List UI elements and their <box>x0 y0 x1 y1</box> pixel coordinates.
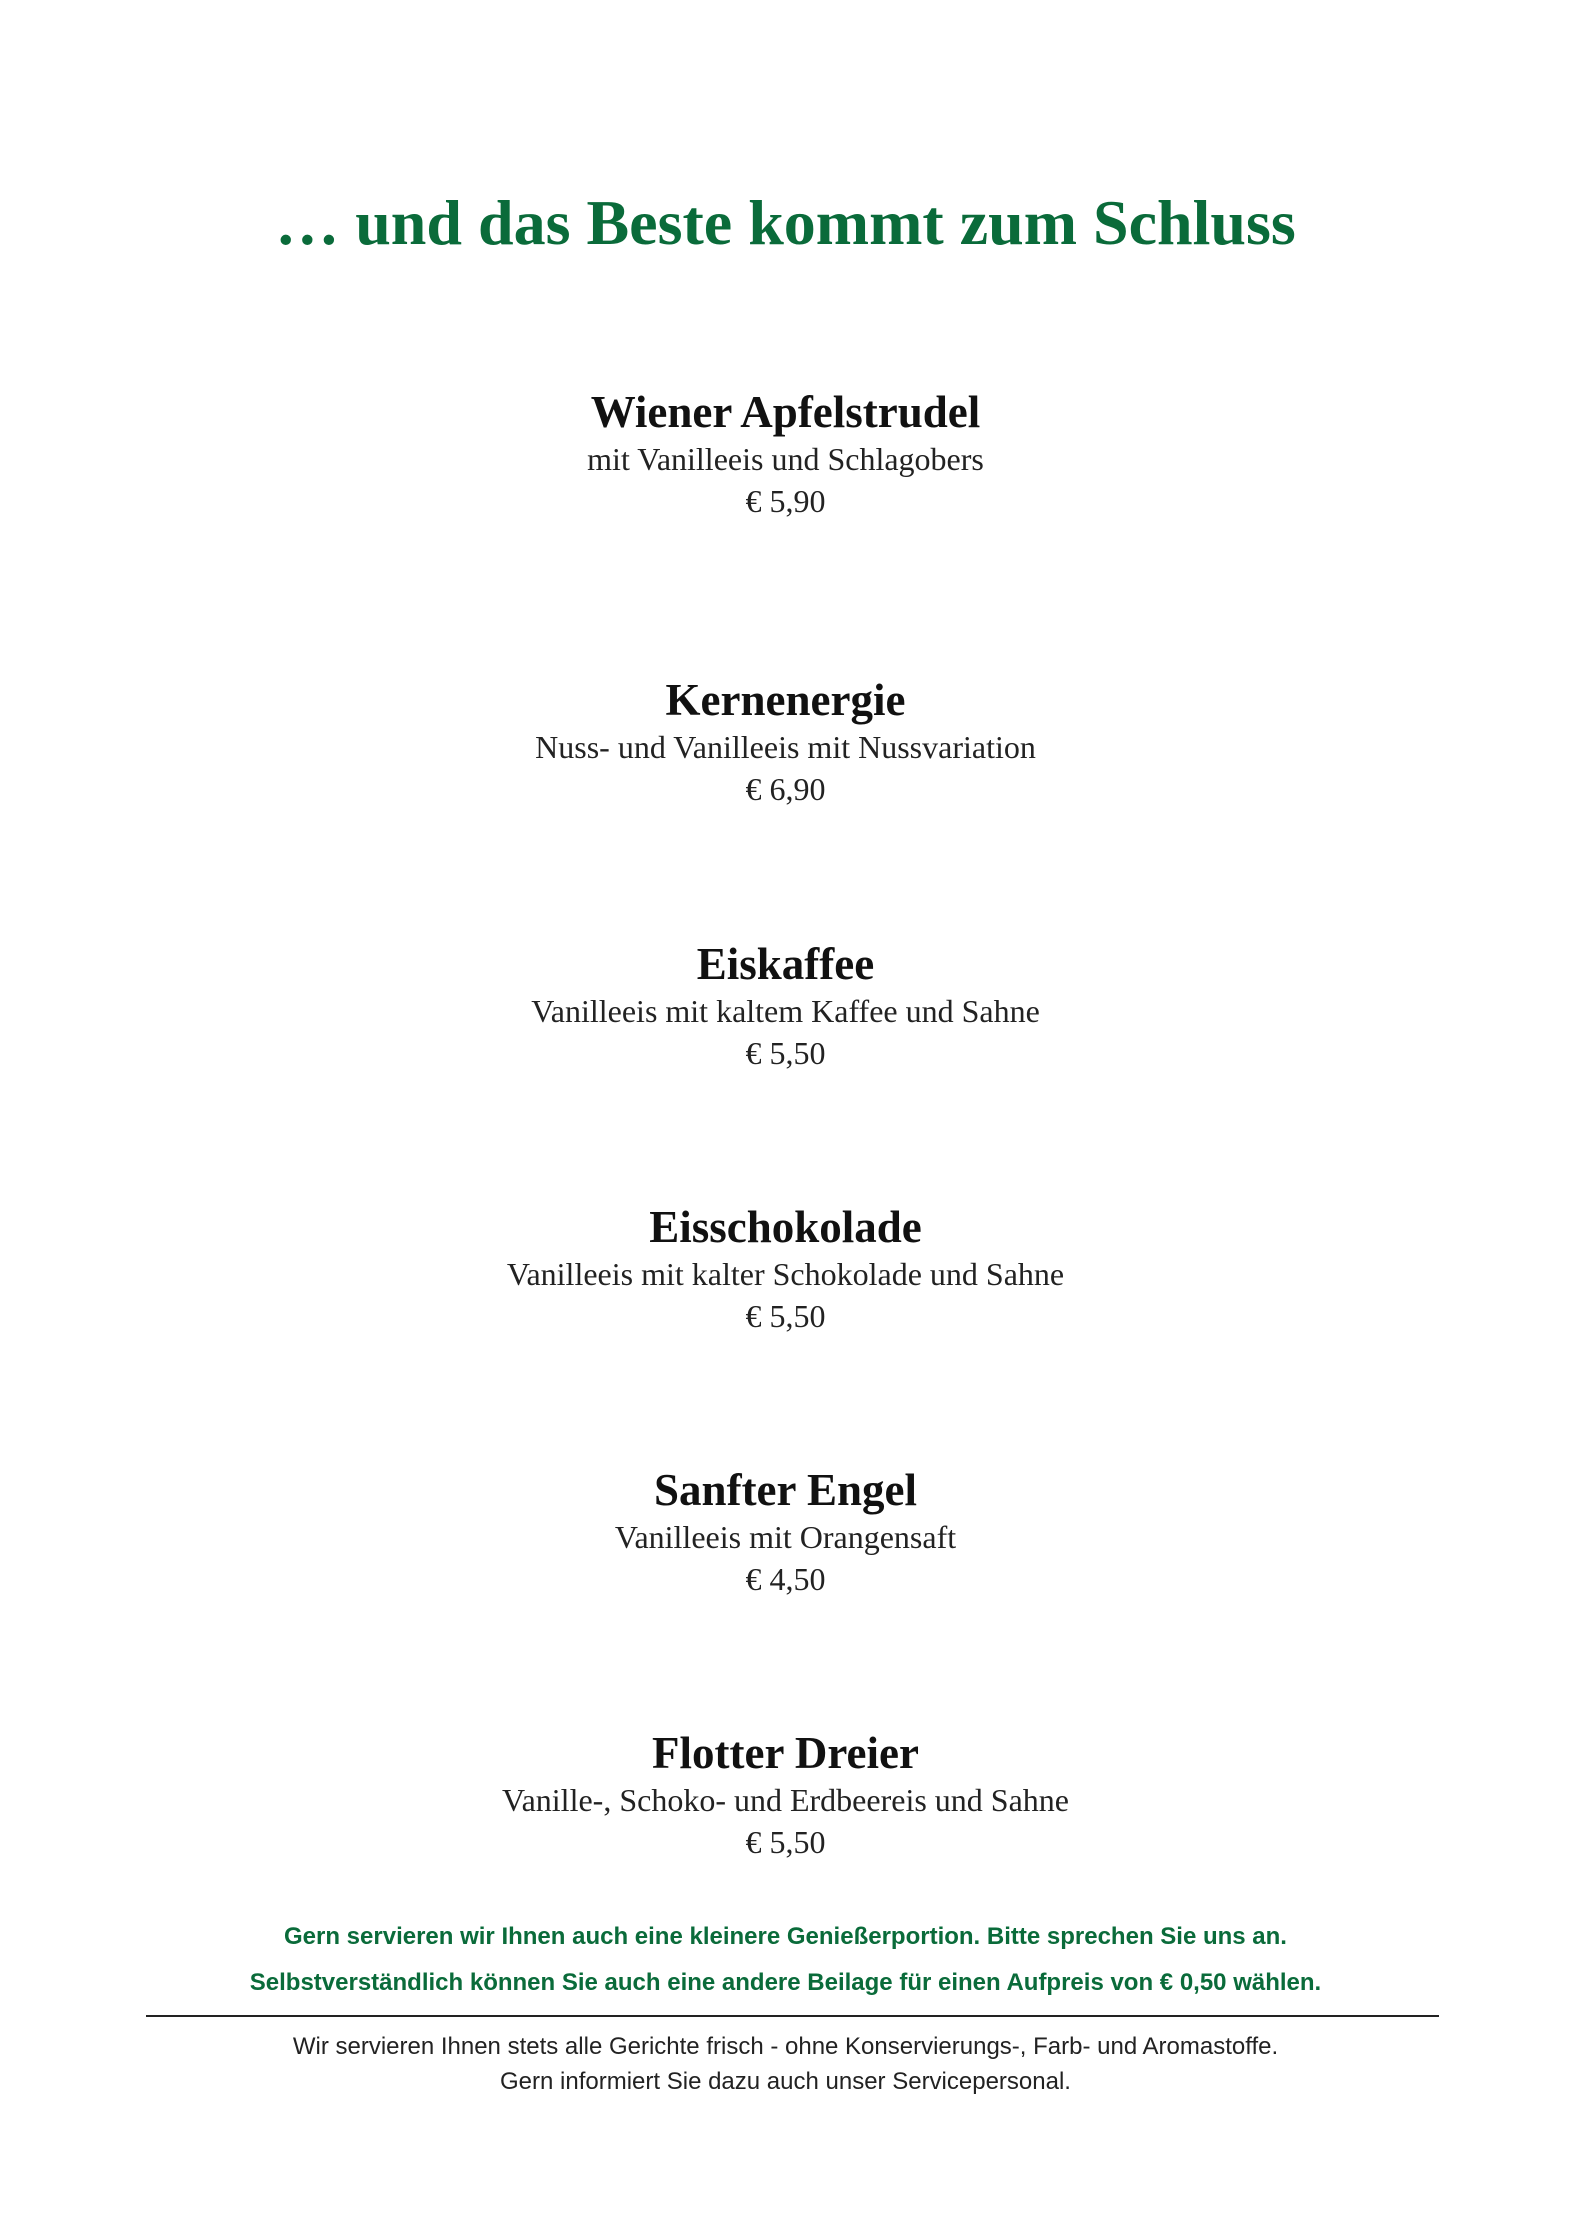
item-name: Sanfter Engel <box>654 1465 917 1515</box>
footer-service-note: Gern informiert Sie dazu auch unser Servicepersonal. <box>500 2068 1071 2095</box>
page-title: … und das Beste kommt zum Schluss <box>275 187 1296 258</box>
item-price: € 5,90 <box>745 483 826 519</box>
item-description: mit Vanilleeis und Schlagobers <box>587 441 984 477</box>
item-description: Vanilleeis mit Orangensaft <box>614 1519 957 1555</box>
notice-smaller-portion: Gern servieren wir Ihnen auch eine kleinere Genießerportion. Bitte sprechen Sie uns an. <box>284 1923 1287 1950</box>
item-price: € 5,50 <box>745 1035 826 1071</box>
menu-item-sanfter-engel <box>0 1464 1571 1600</box>
item-price: € 4,50 <box>745 1561 826 1597</box>
item-name: Flotter Dreier <box>652 1728 919 1778</box>
item-price: € 5,50 <box>745 1824 826 1860</box>
item-name: Kernenergie <box>665 675 906 725</box>
item-name: Wiener Apfelstrudel <box>590 387 981 437</box>
menu-item-kernenergie <box>0 674 1571 810</box>
item-price: € 6,90 <box>745 771 826 807</box>
notice-side-dish-surcharge: Selbstverständlich können Sie auch eine andere Beilage für einen Aufpreis von € 0,50 wählen. <box>249 1969 1322 1996</box>
item-description: Vanilleeis mit kalter Schokolade und Sahne <box>506 1256 1065 1292</box>
item-price: € 5,50 <box>745 1298 826 1334</box>
item-description: Vanille-, Schoko- und Erdbeereis und Sahne <box>502 1782 1069 1818</box>
item-description: Nuss- und Vanilleeis mit Nussvariation <box>535 729 1036 765</box>
menu-item-wiener-apfelstrudel <box>0 386 1571 522</box>
menu-item-flotter-dreier <box>0 1727 1571 1863</box>
item-name: Eiskaffee <box>696 939 875 989</box>
menu-item-eisschokolade <box>0 1201 1571 1337</box>
footer-fresh-note: Wir servieren Ihnen stets alle Gerichte frisch - ohne Konservierungs-, Farb- und Aromastoffe. <box>292 2033 1279 2060</box>
menu-item-eiskaffee <box>0 938 1571 1074</box>
item-description: Vanilleeis mit kaltem Kaffee und Sahne <box>531 993 1040 1029</box>
item-name: Eisschokolade <box>649 1202 922 1252</box>
footer-divider <box>146 2015 1439 2017</box>
